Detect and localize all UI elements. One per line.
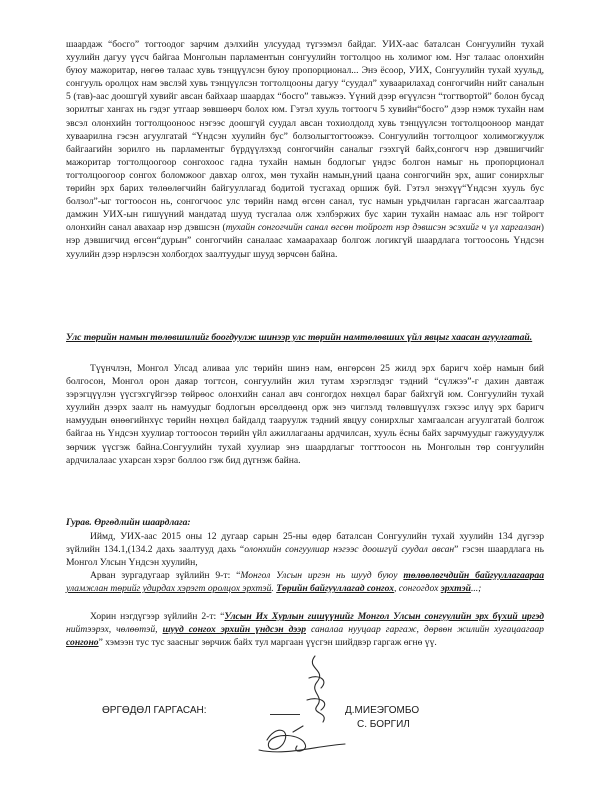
paragraph1-tail: ) нэр дэвшигчид өгсөн“дурын” сонгогчийн саналаас хамаарахаар болгож логикгүй шаардлага тогтоосонь Үндсэн хуулийн дээр нэрлэсэн холбогдох заалтуудыг шууд зөрчсөн байна. — [66, 222, 544, 260]
signature-1-flourish — [307, 677, 325, 710]
signature-2-stroke — [267, 730, 306, 751]
paragraph-demand — [66, 530, 544, 569]
paragraph3-lead: Иймд, УИХ-аас 2015 оны 12 дугаар сарын 25-ны өдөр баталсан Сонгуулийн тухай хуулийн 134 дүгээр зүйлийн 134.1,(134.2 дахь заалтууд дахь “ — [66, 531, 544, 556]
paragraph3-quote: олонхийн сонгуулиар нэгээс доошгүй суудал авсан — [244, 544, 455, 556]
p4-mid: . — [271, 583, 277, 595]
paragraph-parties: Түүнчлэн, Монгол Улсад аливаа улс төрийн шинэ нам, өнгөрсөн 25 жилд эрх баригч хоёр намын бий болгосон, Монгол орон даяар тогтсон, сонгуулийн жил тутам хэрэглэдэг тэдний “сүлжээ”-г дахин давтаж зэрэгцүүлэн үүсгэхгүйгээр төйрөос олонхийн санал авч сонгогдох нөхцөл бараг байхгүй юм. Сонгуулийн тухай хуулийн дээрх заалт нь намуудыг бодлогын өрсөлдөөнд орж энэ чиглэлд төлөвшүүлэх гэхээс илүү эрх баригч намуудын өнөөгийнхүс төрийн нөхцөл байдалд тааруулж тэдний явцуу сонирхлыг хамгаалсан агуулгатай болгож байгаа нь Үндсэн хуулиар тогтоосон төрийн үйл ажиллагааны ардчилсан, хууль ёсны байх зарчмуудыг гажуудуулж зөрчиж үүсгэж байна.Сонгуулийн тухай хуулиар энэ шаардлагыг тогттоосон нь Монголын төр сонгуулийн ардчилалаас ухарсан хэрэг боллоо гэж бид дүгнэж байна. — [66, 363, 544, 466]
p5-tail: ” хэмээн тус тус заасныг зөрчиж байх тул маргаан үүсгэн шийдвэр гаргаж өгнө үү. — [98, 637, 437, 649]
p4-italic: Монгол Улсын иргэн нь шууд буюу — [240, 570, 404, 581]
p5-emph3: сонгоно — [66, 637, 99, 649]
petitioner-label: ӨРГӨДӨЛ ГАРГАСАН: — [102, 705, 207, 716]
paragraph-constitution-argument — [66, 38, 544, 261]
p4-tail: ...; — [470, 583, 482, 595]
p4-lead: Арван зургадугаар зүйлийн 9-т: “ — [90, 570, 241, 581]
heading2-text: Гурав. Өргөдлийн шаардлага: — [66, 517, 191, 528]
paragraph1-italic: тухайн сонгогчийн санал өгсөн тойрогт нэр дэвшсэн эсэхийг ч үл харгалзан — [225, 222, 541, 234]
p4-emph2: Төрийн байгууллагад сонгох — [276, 583, 394, 595]
petitioner-name-1: Д.МИЕЭГОМБО — [345, 705, 420, 716]
p4-emph1: төлөөлөгчдийн байгууллагаараа — [403, 570, 545, 581]
signature-1-stroke — [312, 656, 324, 722]
p5-emph2: шууд сонгох эрхийн үндсэн дээр — [162, 624, 306, 636]
p4-italic2: , сонгогдох — [394, 583, 441, 595]
paragraph3-tail: ” гэсэн шаардлага нь Монгол Улсын Үндсэн хуулийн, — [66, 544, 544, 569]
p4-emph3: эрхтэй — [440, 583, 471, 595]
p4-emph1b: уламжлан төрийг удирдах хэрэгт оролцох эрхтэй — [66, 583, 272, 595]
paragraph-article-21 — [66, 610, 544, 649]
handwritten-signatures — [245, 648, 355, 768]
paragraph1-text: шаардаж “босго” тогтоодог зарчим дэлхийн улсуудад түгээмэл байдаг. УИХ-аас баталсан Сонгуулийн тухай хуулийн дагуу үүсч байгаа Монголын парламентын сонгуулийн тогтолцоо нь холимог юм. Нэг талаас олонхийн буюу мажоритар, нөгөө талаас хувь тэнцүүлсэн буюу пропорционал... Энэ ёсоор, УИХ, Сонгуулийн тухай хуульд, сонгууль оролцох нам эвслэй хувь тэнцүүлсэн тогтолцооны дагуу “суудал” хуваарилахад сонгогчийн нийт саналын 5 (тав)-аас доошгүй хувийг авсан байхаар шаардах “босго” тавьжээ. Үүний дээр өгүүлсэн “тогтвортой” болон бусад зорилтыг хангах нь гэдэг утгаар зөвшөөрч болох юм. Гэтэл хууль тогтоогч 5 хувийн“босго” дээр нэмж тухайн нам эвсэл олонхийн тогтолцоонооc нэгээс доошгүй суудал авсан тохиолдолд хувь тэнцүүлсэн тогтолцооноор мандат хуваарилна гэсэн агуулгатай “Үндсэн хуулийн бус” болзолыгтогтоожээ. Сонгуулийн тогтолцоог холимогжуулж байгаагийн зорилго нь парламентыг бүрдүүлэхэд сонгогчийн саналыг гээхгүй байх,сонгогч нэр дэвшигчийг мажоритар тогтолцоогоор сонгохоос гадна тухайн намын бодлогыг үндэс болгон намыг нь пропорционал тогтолцоогоор сонгох боломжоог давхар олгох, мөн тухайн намын,үний цаана сонгогчийн эрх, ашиг сонирхлыг төрийн эрх барих төлөөлөгчийн байгууллагад бодитой тусгахад оршиж буй. Гэтэл энэхүү“Үндсэн хууль бус болзол”-ыг тогтоосон нь, сонгогчоос улс төрийн намд өгсөн санал, тус намын урьдчилан гаргасан жагсаалтаар дамжин УИХ-ын гишүүний мандатад шууд тусгалаа олж хэлбэржих бус харин тухайн намаас аль нэг тойрогт олонхийн санал авахаар нэр дэвшсэн ( — [66, 39, 544, 234]
p5-emph1: Улсын Их Хурлын гишүүнийг Монгол Улсын сонгуулийн эрх бүхий иргэд — [224, 611, 544, 622]
p5-lead: Хорин нэгдүгээр зүйлийн 2-т: “ — [90, 611, 225, 622]
section-heading-demands — [66, 516, 544, 529]
p5-italic2: саналаа нууцаар гаргаж, дөрвөн жилийн хугацаагаар — [306, 624, 544, 636]
p5-italic: нийтээрэх, чөлөөтэй, — [66, 624, 163, 636]
paragraph-article-16 — [66, 569, 544, 595]
section-heading-parties: Улс төрийн намын төлөвшилийг боогдуулж шинээр улс төрийн намтөлөвших үйл явцыг хаасан агуулгатай. — [66, 332, 533, 343]
petitioner-name-2: С. БОРГИЛ — [357, 719, 410, 730]
